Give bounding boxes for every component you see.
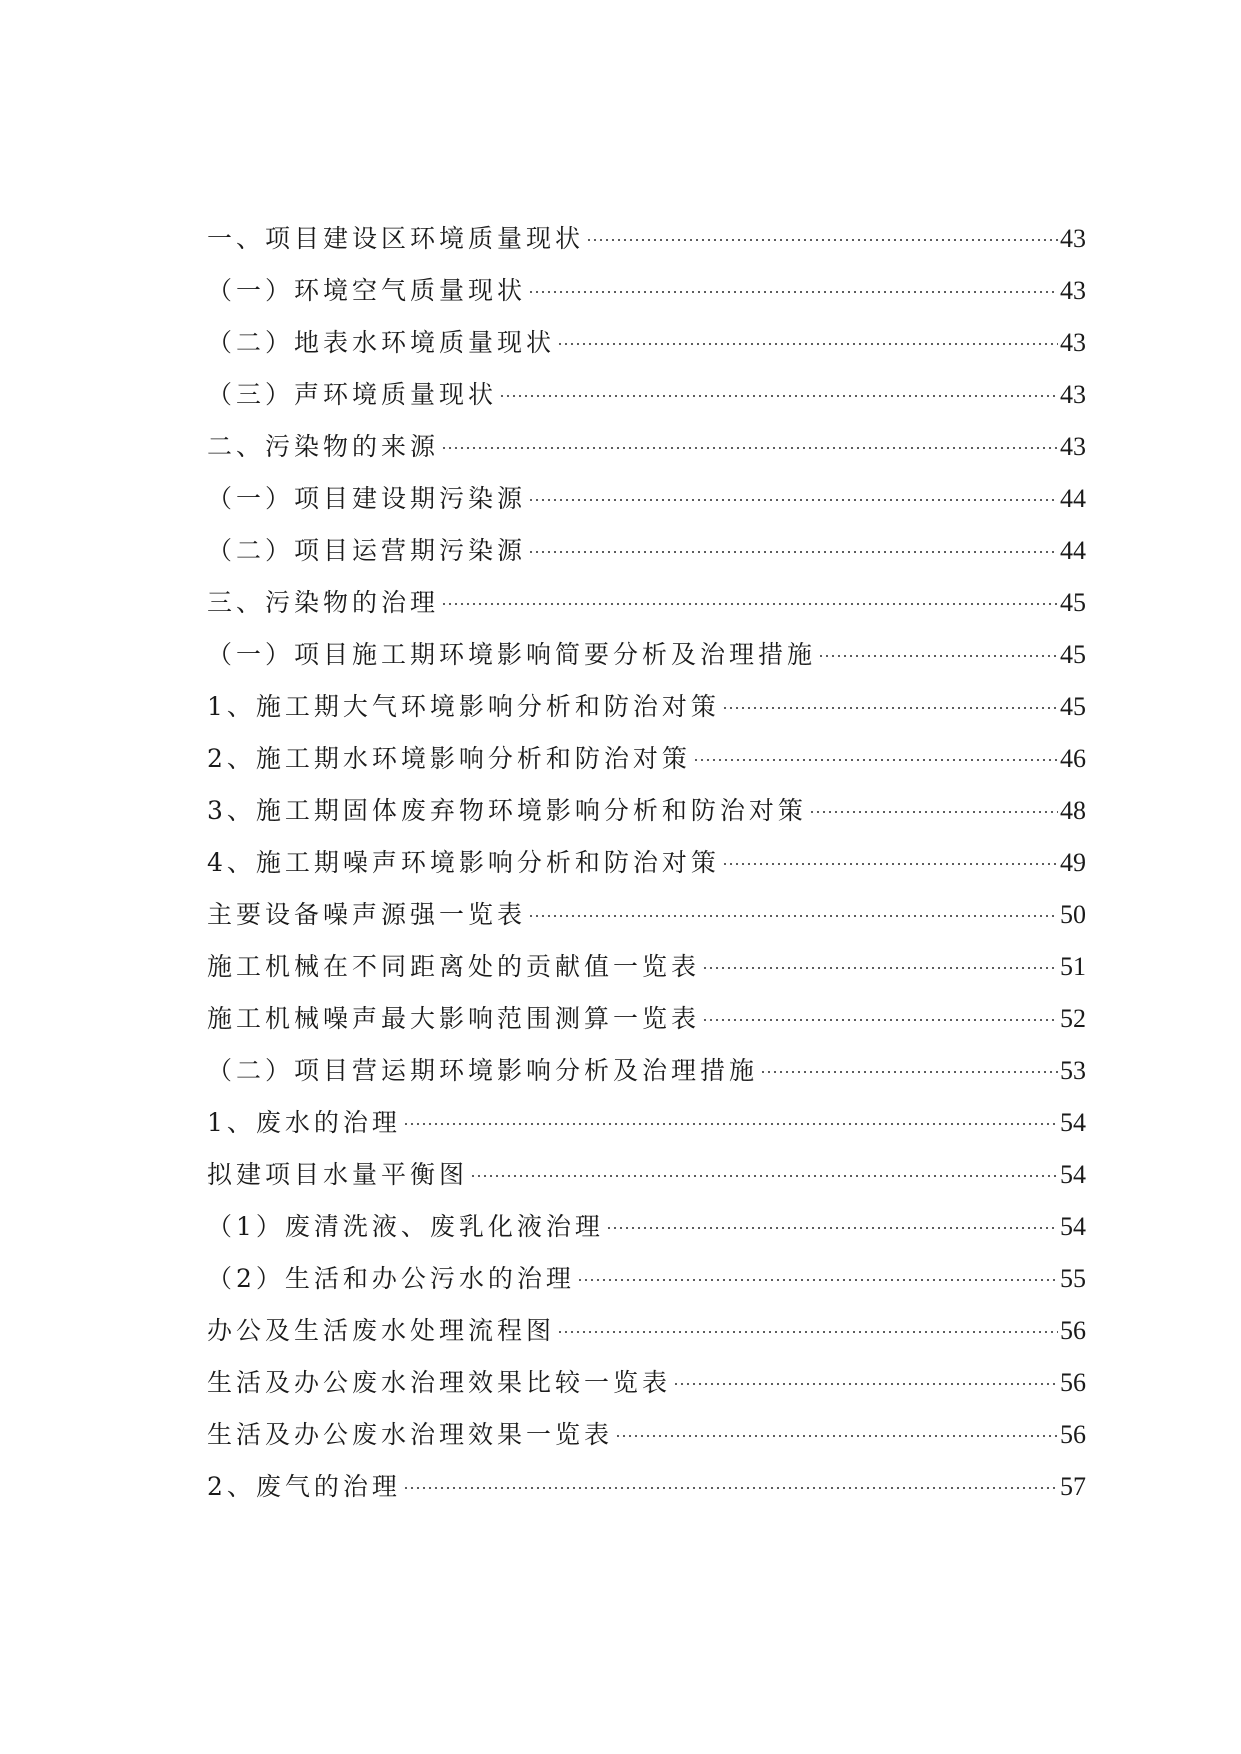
toc-dot-leader [441, 603, 1058, 605]
toc-entry-title: 办公及生活废水处理流程图 [207, 1316, 556, 1345]
toc-dot-leader [499, 395, 1058, 397]
toc-entry[interactable] [207, 213, 1086, 265]
toc-page-number: 43 [1060, 276, 1086, 305]
toc-entry[interactable] [207, 525, 1086, 577]
toc-page-number: 57 [1060, 1472, 1086, 1501]
toc-entry[interactable] [207, 265, 1086, 317]
toc-entry-title: （二）项目营运期环境影响分析及治理措施 [207, 1056, 759, 1085]
toc-dot-leader [673, 1383, 1058, 1385]
toc-entry-title: 二、污染物的来源 [207, 432, 440, 461]
toc-page-number: 44 [1060, 484, 1086, 513]
toc-entry[interactable] [207, 1305, 1086, 1357]
toc-entry-title: 2、废气的治理 [207, 1472, 401, 1501]
toc-entry[interactable] [207, 577, 1086, 629]
toc-entry-title: 施工机械噪声最大影响范围测算一览表 [207, 1004, 701, 1033]
toc-dot-leader [528, 291, 1058, 293]
toc-page-number: 43 [1060, 224, 1086, 253]
toc-dot-leader [470, 1175, 1058, 1177]
toc-entry[interactable] [207, 889, 1086, 941]
toc-entry[interactable] [207, 837, 1086, 889]
toc-dot-leader [557, 1331, 1058, 1333]
toc-entry-title: 拟建项目水量平衡图 [207, 1160, 469, 1189]
toc-entry[interactable] [207, 421, 1086, 473]
toc-entry[interactable] [207, 733, 1086, 785]
toc-dot-leader [722, 707, 1058, 709]
toc-entry-title: 生活及办公废水治理效果比较一览表 [207, 1368, 672, 1397]
toc-page-number: 52 [1060, 1004, 1086, 1033]
toc-dot-leader [615, 1435, 1058, 1437]
toc-entry-title: 主要设备噪声源强一览表 [207, 900, 527, 929]
toc-entry[interactable] [207, 473, 1086, 525]
toc-entry-title: （一）项目施工期环境影响简要分析及治理措施 [207, 640, 817, 669]
toc-page-number: 51 [1060, 952, 1086, 981]
toc-entry-title: 3、施工期固体废弃物环境影响分析和防治对策 [207, 796, 807, 825]
toc-page-number: 43 [1060, 328, 1086, 357]
toc-entry-title: 1、施工期大气环境影响分析和防治对策 [207, 692, 720, 721]
toc-entry-title: 生活及办公废水治理效果一览表 [207, 1420, 614, 1449]
toc-entry[interactable] [207, 1097, 1086, 1149]
toc-dot-leader [441, 447, 1058, 449]
toc-entry-title: 施工机械在不同距离处的贡献值一览表 [207, 952, 701, 981]
toc-entry-title: （1）废清洗液、废乳化液治理 [207, 1212, 604, 1241]
toc-page-number: 55 [1060, 1264, 1086, 1293]
toc-entry[interactable] [207, 1253, 1086, 1305]
table-of-contents [207, 213, 1086, 1513]
toc-page-number: 56 [1060, 1316, 1086, 1345]
toc-entry[interactable] [207, 681, 1086, 733]
toc-page-number: 54 [1060, 1160, 1086, 1189]
toc-page-number: 53 [1060, 1056, 1086, 1085]
toc-page-number: 50 [1060, 900, 1086, 929]
toc-dot-leader [722, 863, 1058, 865]
toc-page-number: 43 [1060, 380, 1086, 409]
toc-entry[interactable] [207, 1045, 1086, 1097]
toc-dot-leader [818, 655, 1058, 657]
toc-dot-leader [760, 1071, 1058, 1073]
toc-entry-title: 4、施工期噪声环境影响分析和防治对策 [207, 848, 720, 877]
toc-page-number: 54 [1060, 1212, 1086, 1241]
toc-page-number: 45 [1060, 588, 1086, 617]
toc-dot-leader [528, 915, 1058, 917]
toc-dot-leader [403, 1123, 1058, 1125]
toc-page-number: 45 [1060, 692, 1086, 721]
toc-page-number: 49 [1060, 848, 1086, 877]
toc-dot-leader [577, 1279, 1058, 1281]
toc-entry[interactable] [207, 629, 1086, 681]
toc-entry-title: 一、项目建设区环境质量现状 [207, 224, 585, 253]
toc-entry[interactable] [207, 785, 1086, 837]
toc-page-number: 46 [1060, 744, 1086, 773]
toc-dot-leader [702, 967, 1058, 969]
toc-dot-leader [557, 343, 1058, 345]
toc-entry[interactable] [207, 1149, 1086, 1201]
toc-page-number: 54 [1060, 1108, 1086, 1137]
toc-dot-leader [809, 811, 1058, 813]
toc-entry[interactable] [207, 317, 1086, 369]
toc-entry[interactable] [207, 1409, 1086, 1461]
toc-entry-title: （一）项目建设期污染源 [207, 484, 527, 513]
toc-dot-leader [606, 1227, 1058, 1229]
toc-page-number: 43 [1060, 432, 1086, 461]
toc-entry-title: （一）环境空气质量现状 [207, 276, 527, 305]
toc-dot-leader [586, 239, 1058, 241]
toc-entry-title: （2）生活和办公污水的治理 [207, 1264, 575, 1293]
toc-page-number: 56 [1060, 1420, 1086, 1449]
toc-page-number: 56 [1060, 1368, 1086, 1397]
toc-entry[interactable] [207, 1201, 1086, 1253]
toc-entry[interactable] [207, 941, 1086, 993]
toc-page-number: 45 [1060, 640, 1086, 669]
toc-entry-title: 三、污染物的治理 [207, 588, 440, 617]
toc-dot-leader [528, 551, 1058, 553]
toc-dot-leader [693, 759, 1058, 761]
toc-dot-leader [528, 499, 1058, 501]
toc-entry-title: 2、施工期水环境影响分析和防治对策 [207, 744, 691, 773]
toc-entry-title: （二）地表水环境质量现状 [207, 328, 556, 357]
toc-page-number: 48 [1060, 796, 1086, 825]
toc-page-number: 44 [1060, 536, 1086, 565]
toc-entry[interactable] [207, 369, 1086, 421]
toc-entry-title: （三）声环境质量现状 [207, 380, 498, 409]
toc-entry-title: （二）项目运营期污染源 [207, 536, 527, 565]
toc-dot-leader [702, 1019, 1058, 1021]
toc-entry[interactable] [207, 993, 1086, 1045]
toc-entry-title: 1、废水的治理 [207, 1108, 401, 1137]
toc-entry[interactable] [207, 1461, 1086, 1513]
toc-entry[interactable] [207, 1357, 1086, 1409]
toc-dot-leader [403, 1487, 1058, 1489]
